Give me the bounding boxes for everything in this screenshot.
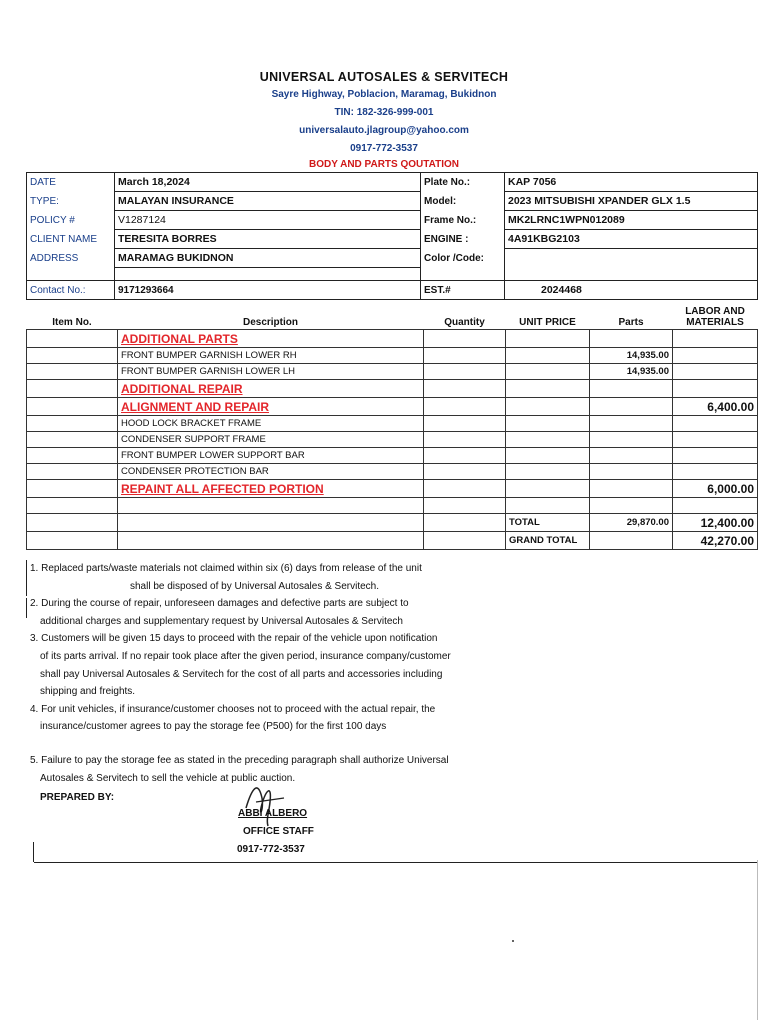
quantity-cell bbox=[424, 416, 506, 432]
table-row bbox=[27, 416, 758, 432]
table-row bbox=[27, 498, 758, 514]
item-description: HOOD LOCK BRACKET FRAME bbox=[118, 416, 424, 432]
model-label: Model: bbox=[421, 192, 505, 211]
bottom-divider bbox=[34, 862, 757, 863]
parts-cell bbox=[590, 448, 673, 464]
table-row bbox=[27, 480, 758, 498]
company-tin: TIN: 182-326-999-001 bbox=[334, 107, 434, 118]
item-description bbox=[118, 498, 424, 514]
col-unit-price: UNIT PRICE bbox=[519, 317, 576, 328]
document-title: BODY AND PARTS QOUTATION bbox=[309, 159, 459, 170]
page-edge-mark bbox=[757, 860, 758, 1020]
item-no-cell bbox=[27, 330, 118, 348]
left-bar-3 bbox=[33, 842, 34, 862]
item-no-cell bbox=[27, 498, 118, 514]
company-address: Sayre Highway, Poblacion, Maramag, Bukidnon bbox=[271, 89, 497, 100]
table-row bbox=[27, 380, 758, 398]
total-labor: 12,400.00 bbox=[673, 514, 758, 532]
signatory-name: ABBI ALBERO bbox=[238, 808, 308, 819]
contact-label: Contact No.: bbox=[27, 281, 115, 300]
item-no-cell bbox=[27, 464, 118, 480]
labor-cell bbox=[673, 498, 758, 514]
item-no-cell bbox=[27, 380, 118, 398]
frame-value: MK2LRNC1WPN012089 bbox=[505, 211, 758, 230]
quantity-cell bbox=[424, 432, 506, 448]
item-no-cell bbox=[27, 416, 118, 432]
labor-cell: 6,000.00 bbox=[673, 480, 758, 498]
table-row bbox=[27, 364, 758, 380]
labor-cell bbox=[673, 330, 758, 348]
engine-label: ENGINE : bbox=[421, 230, 505, 249]
parts-cell bbox=[590, 464, 673, 480]
color-value bbox=[505, 249, 758, 268]
signatory-phone: 0917-772-3537 bbox=[237, 844, 305, 855]
grand-total-value: 42,270.00 bbox=[673, 532, 758, 550]
section-heading: ALIGNMENT AND REPAIR bbox=[118, 398, 424, 416]
labor-cell bbox=[673, 364, 758, 380]
company-phone: 0917-772-3537 bbox=[350, 143, 418, 154]
unit-price-cell bbox=[506, 380, 590, 398]
unit-price-cell bbox=[506, 416, 590, 432]
color-label: Color /Code: bbox=[421, 249, 505, 268]
col-quantity: Quantity bbox=[444, 317, 485, 328]
term-4-line-2: insurance/customer agrees to pay the storage fee (P500) for the first 100 days bbox=[40, 721, 387, 733]
quantity-cell bbox=[424, 464, 506, 480]
item-no-cell bbox=[27, 348, 118, 364]
labor-cell bbox=[673, 380, 758, 398]
engine-value: 4A91KBG2103 bbox=[505, 230, 758, 249]
col-item-no: Item No. bbox=[52, 317, 92, 328]
policy-value: V1287124 bbox=[115, 211, 421, 230]
section-heading: ADDITIONAL PARTS bbox=[118, 330, 424, 348]
col-description: Description bbox=[242, 317, 298, 328]
type-value: MALAYAN INSURANCE bbox=[115, 192, 421, 211]
items-table bbox=[26, 297, 758, 550]
item-no-cell bbox=[27, 448, 118, 464]
left-bar-2 bbox=[26, 598, 27, 618]
table-row bbox=[27, 398, 758, 416]
section-heading: ADDITIONAL REPAIR bbox=[118, 380, 424, 398]
item-no-cell bbox=[27, 364, 118, 380]
parts-cell bbox=[590, 416, 673, 432]
quantity-cell bbox=[424, 348, 506, 364]
unit-price-cell bbox=[506, 480, 590, 498]
term-5-line-2: Autosales & Servitech to sell the vehicle at public auction. bbox=[40, 772, 296, 784]
term-1-line-1: 1. Replaced parts/waste materials not claimed within six (6) days from release of the unit bbox=[30, 563, 422, 574]
item-no-cell bbox=[27, 432, 118, 448]
company-name: UNIVERSAL AUTOSALES & SERVITECH bbox=[259, 70, 509, 84]
term-1-line-2: shall be disposed of by Universal Autosales & Servitech. bbox=[130, 580, 380, 592]
unit-price-cell bbox=[506, 448, 590, 464]
item-description: FRONT BUMPER GARNISH LOWER RH bbox=[118, 348, 424, 364]
quantity-cell bbox=[424, 398, 506, 416]
parts-cell bbox=[590, 398, 673, 416]
term-2-line-2: additional charges and supplementary request by Universal Autosales & Servitech bbox=[40, 615, 403, 627]
est-label: EST.# bbox=[421, 281, 505, 300]
parts-cell bbox=[590, 432, 673, 448]
table-row bbox=[27, 464, 758, 480]
table-row bbox=[27, 432, 758, 448]
unit-price-cell bbox=[506, 464, 590, 480]
grand-total-label: GRAND TOTAL bbox=[506, 532, 590, 550]
item-description: CONDENSER PROTECTION BAR bbox=[118, 464, 424, 480]
parts-cell bbox=[590, 498, 673, 514]
prepared-by-label: PREPARED BY: bbox=[40, 792, 115, 803]
item-description: CONDENSER SUPPORT FRAME bbox=[118, 432, 424, 448]
type-label: TYPE: bbox=[27, 192, 115, 211]
labor-cell: 6,400.00 bbox=[673, 398, 758, 416]
company-email: universalauto.jlagroup@yahoo.com bbox=[299, 125, 469, 136]
address-label: ADDRESS bbox=[27, 249, 115, 268]
term-4-line-1: 4. For unit vehicles, if insurance/customer chooses not to proceed with the actual repair, the bbox=[30, 703, 436, 715]
item-no-cell bbox=[27, 398, 118, 416]
term-3-line-2: of its parts arrival. If no repair took place after the given period, insurance company/customer bbox=[40, 650, 451, 662]
col-labor: LABOR AND MATERIALS bbox=[685, 306, 745, 328]
term-2-line-1: 2. During the course of repair, unforeseen damages and defective parts are subject to bbox=[30, 598, 409, 610]
total-parts: 29,870.00 bbox=[590, 514, 673, 532]
parts-cell bbox=[590, 380, 673, 398]
grand-total-row bbox=[27, 532, 758, 550]
item-description: FRONT BUMPER GARNISH LOWER LH bbox=[118, 364, 424, 380]
speck bbox=[512, 940, 514, 942]
parts-cell: 14,935.00 bbox=[590, 364, 673, 380]
est-value: 2024468 bbox=[505, 281, 758, 300]
labor-cell bbox=[673, 432, 758, 448]
labor-cell bbox=[673, 448, 758, 464]
signature-scribble bbox=[236, 768, 296, 828]
parts-cell: 14,935.00 bbox=[590, 348, 673, 364]
col-parts: Parts bbox=[618, 317, 644, 328]
quantity-cell bbox=[424, 330, 506, 348]
item-description: FRONT BUMPER LOWER SUPPORT BAR bbox=[118, 448, 424, 464]
unit-price-cell bbox=[506, 348, 590, 364]
plate-value: KAP 7056 bbox=[505, 173, 758, 192]
quantity-cell bbox=[424, 448, 506, 464]
contact-value: 9171293664 bbox=[115, 281, 421, 300]
left-bar-1 bbox=[26, 560, 27, 596]
term-3-line-3: shall pay Universal Autosales & Servitech for the cost of all parts and accessories including bbox=[40, 668, 443, 680]
date-value: March 18,2024 bbox=[115, 173, 421, 192]
section-heading: REPAINT ALL AFFECTED PORTION bbox=[118, 480, 424, 498]
frame-label: Frame No.: bbox=[421, 211, 505, 230]
table-row bbox=[27, 330, 758, 348]
items-body bbox=[27, 330, 758, 550]
term-3-line-4: shipping and freights. bbox=[40, 686, 136, 698]
terms-block bbox=[30, 560, 500, 787]
address-value: MARAMAG BUKIDNON bbox=[115, 249, 421, 268]
term-3-line-1: 3. Customers will be given 15 days to proceed with the repair of the vehicle upon notification bbox=[30, 633, 438, 645]
unit-price-cell bbox=[506, 398, 590, 416]
signatory-position: OFFICE STAFF bbox=[243, 826, 314, 837]
unit-price-cell bbox=[506, 432, 590, 448]
plate-label: Plate No.: bbox=[421, 173, 505, 192]
policy-label: POLICY # bbox=[27, 211, 115, 230]
quantity-cell bbox=[424, 480, 506, 498]
item-no-cell bbox=[27, 480, 118, 498]
unit-price-cell bbox=[506, 330, 590, 348]
total-row bbox=[27, 514, 758, 532]
total-label: TOTAL bbox=[506, 514, 590, 532]
term-5-line-1: 5. Failure to pay the storage fee as stated in the preceding paragraph shall authorize Universal bbox=[30, 754, 449, 766]
quantity-cell bbox=[424, 498, 506, 514]
table-row bbox=[27, 448, 758, 464]
table-row bbox=[27, 348, 758, 364]
labor-cell bbox=[673, 416, 758, 432]
labor-cell bbox=[673, 348, 758, 364]
model-value: 2023 MITSUBISHI XPANDER GLX 1.5 bbox=[505, 192, 758, 211]
unit-price-cell bbox=[506, 498, 590, 514]
parts-cell bbox=[590, 330, 673, 348]
quantity-cell bbox=[424, 364, 506, 380]
client-value: TERESITA BORRES bbox=[115, 230, 421, 249]
client-label: CLIENT NAME bbox=[27, 230, 115, 249]
date-label: DATE bbox=[27, 173, 115, 192]
labor-cell bbox=[673, 464, 758, 480]
parts-cell bbox=[590, 480, 673, 498]
quantity-cell bbox=[424, 380, 506, 398]
info-table bbox=[26, 172, 758, 300]
unit-price-cell bbox=[506, 364, 590, 380]
